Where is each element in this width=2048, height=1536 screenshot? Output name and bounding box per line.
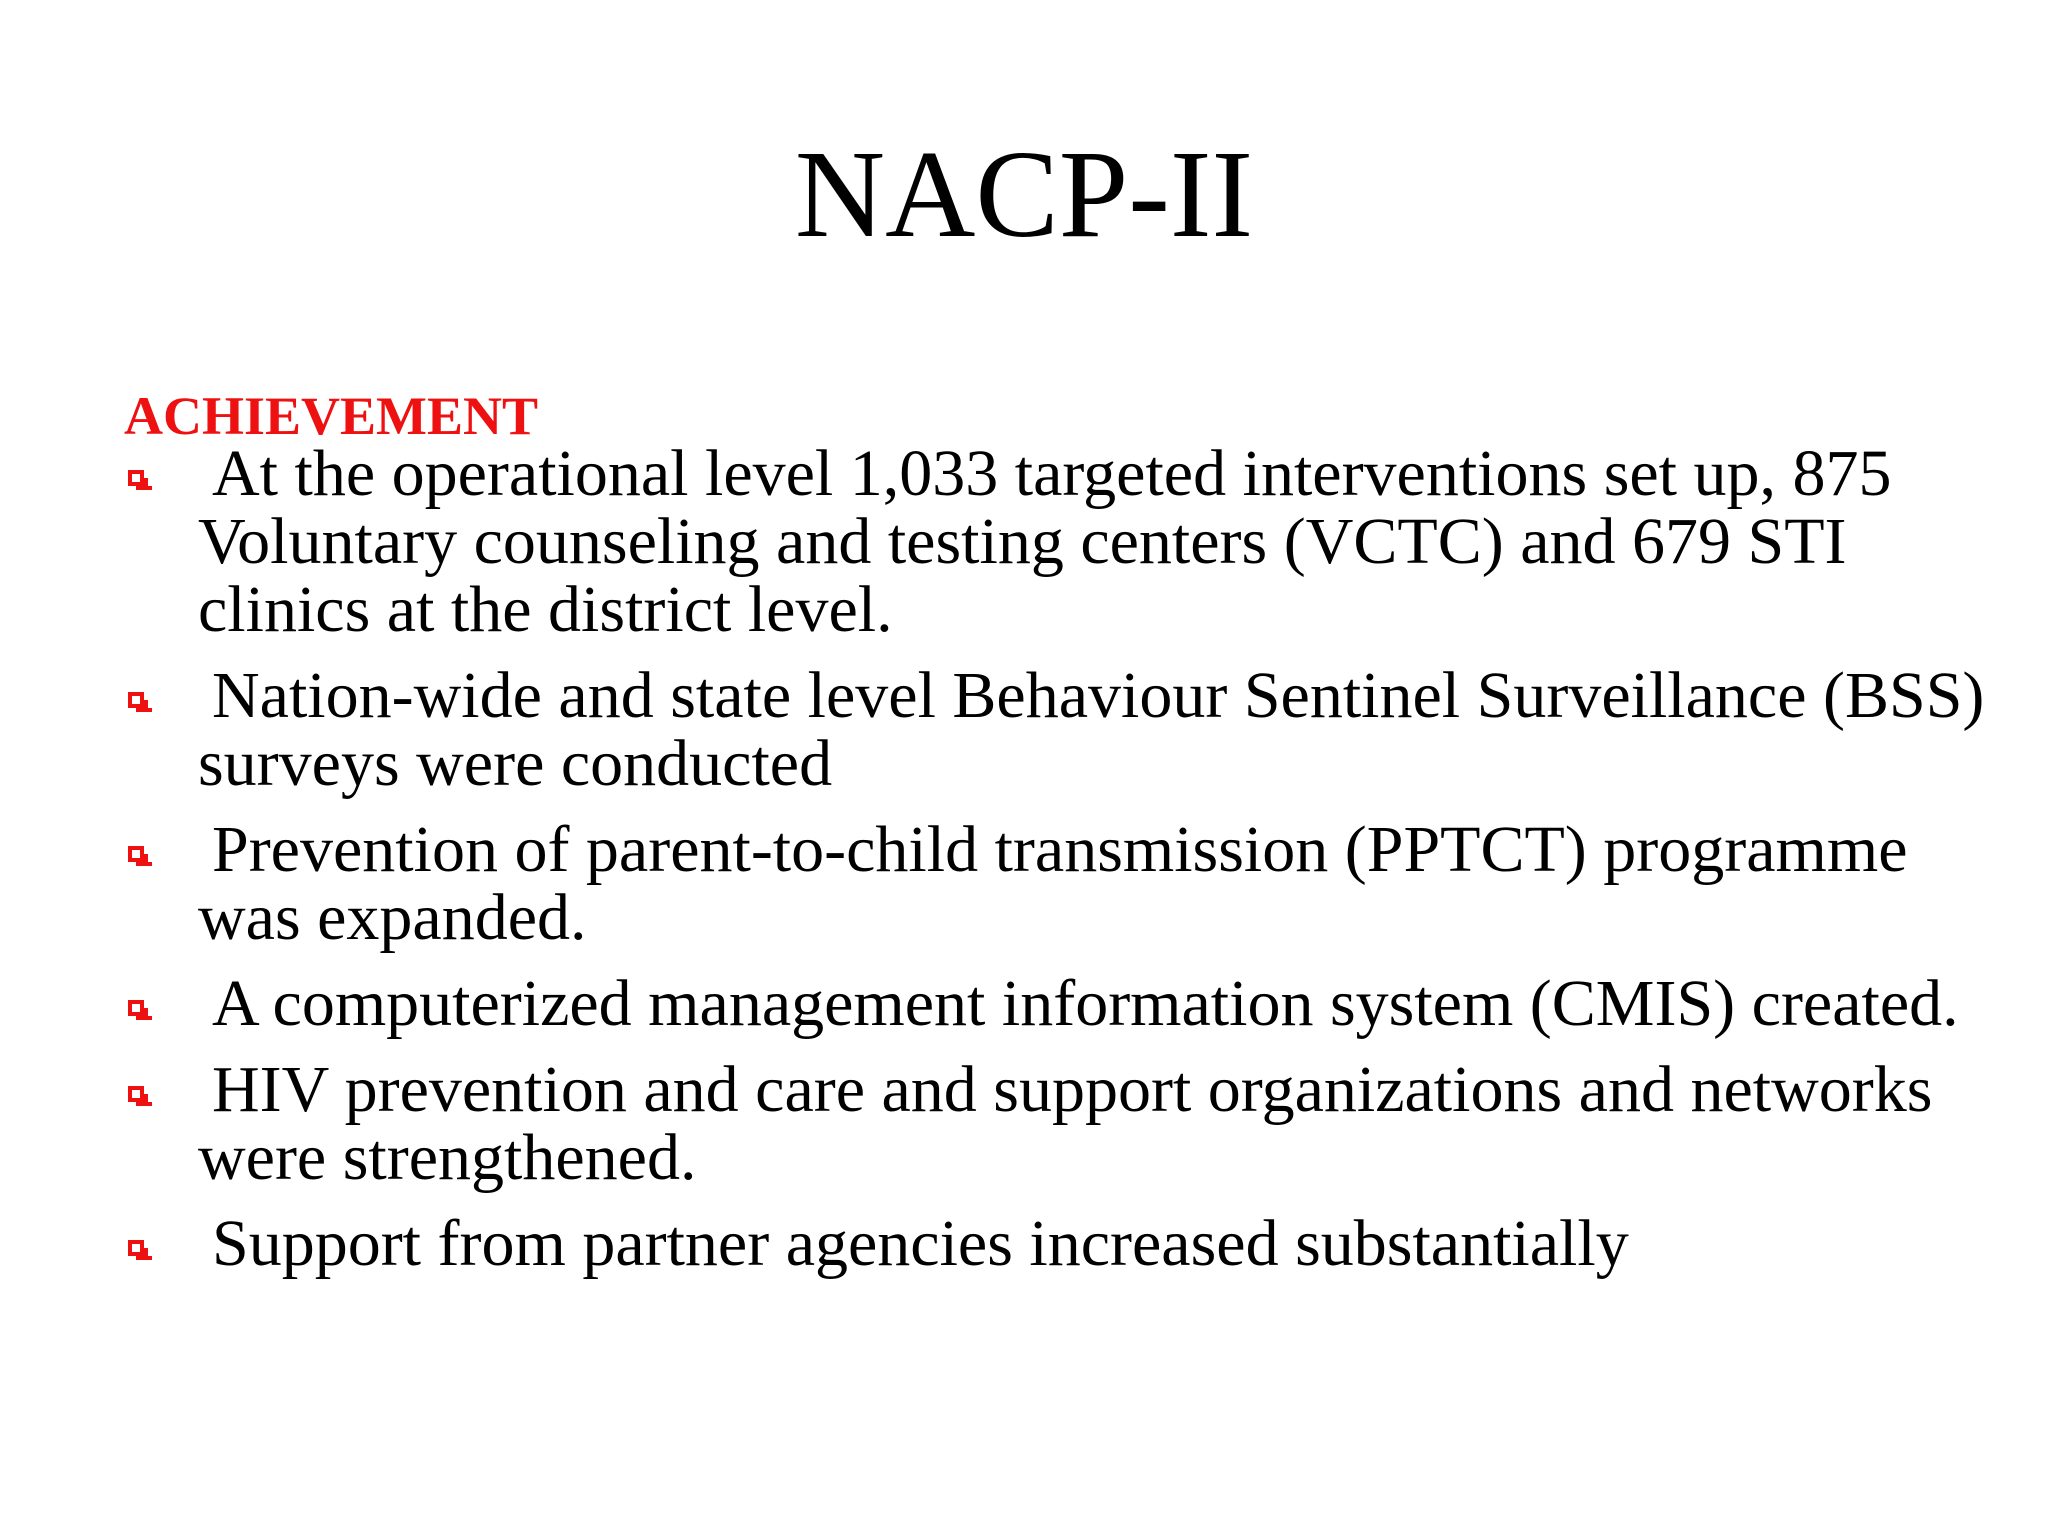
hollow-square-bullet-icon <box>128 1086 144 1102</box>
bullet-shadow <box>136 1016 152 1020</box>
slide-title: NACP-II <box>794 126 1254 264</box>
bullet-text: At the operational level 1,033 targeted interventions set up, 875 Voluntary counseling and testing centers (VCTC) and 679 STI clinics at the district level. <box>198 437 1892 646</box>
hollow-square-bullet-icon <box>128 846 144 862</box>
bullet-text: Prevention of parent-to-child transmission (PPTCT) programme was expanded. <box>198 813 1908 954</box>
bullet-text: Nation-wide and state level Behaviour Sentinel Surveillance (BSS) surveys were conducted <box>198 659 1985 800</box>
bullet-text: HIV prevention and care and support organizations and networks were strengthened. <box>198 1053 1933 1194</box>
bullet-shadow <box>136 862 152 866</box>
list-item <box>124 813 2004 954</box>
section-heading: ACHIEVEMENT <box>124 386 539 446</box>
list-item <box>124 967 2004 1040</box>
bullet-shadow <box>136 1256 152 1260</box>
list-item <box>124 659 2004 800</box>
bullet-shadow <box>144 1094 148 1106</box>
bullet-shadow <box>136 486 152 490</box>
bullet-shadow <box>144 700 148 712</box>
list-item <box>124 1207 2004 1280</box>
hollow-square-bullet-icon <box>128 1240 144 1256</box>
bullet-text: A computerized management information system (CMIS) created. <box>212 967 1959 1040</box>
bullet-shadow <box>144 1248 148 1260</box>
list-item <box>124 1053 2004 1194</box>
bullet-shadow <box>144 854 148 866</box>
hollow-square-bullet-icon <box>128 692 144 708</box>
list-item <box>124 437 2004 646</box>
hollow-square-bullet-icon <box>128 1000 144 1016</box>
bullet-text: Support from partner agencies increased substantially <box>212 1207 1629 1280</box>
bullet-shadow <box>136 708 152 712</box>
bullet-shadow <box>136 1102 152 1106</box>
bullet-shadow <box>144 478 148 490</box>
bullet-shadow <box>144 1008 148 1020</box>
hollow-square-bullet-icon <box>128 470 144 486</box>
achievement-list <box>124 437 2004 1296</box>
